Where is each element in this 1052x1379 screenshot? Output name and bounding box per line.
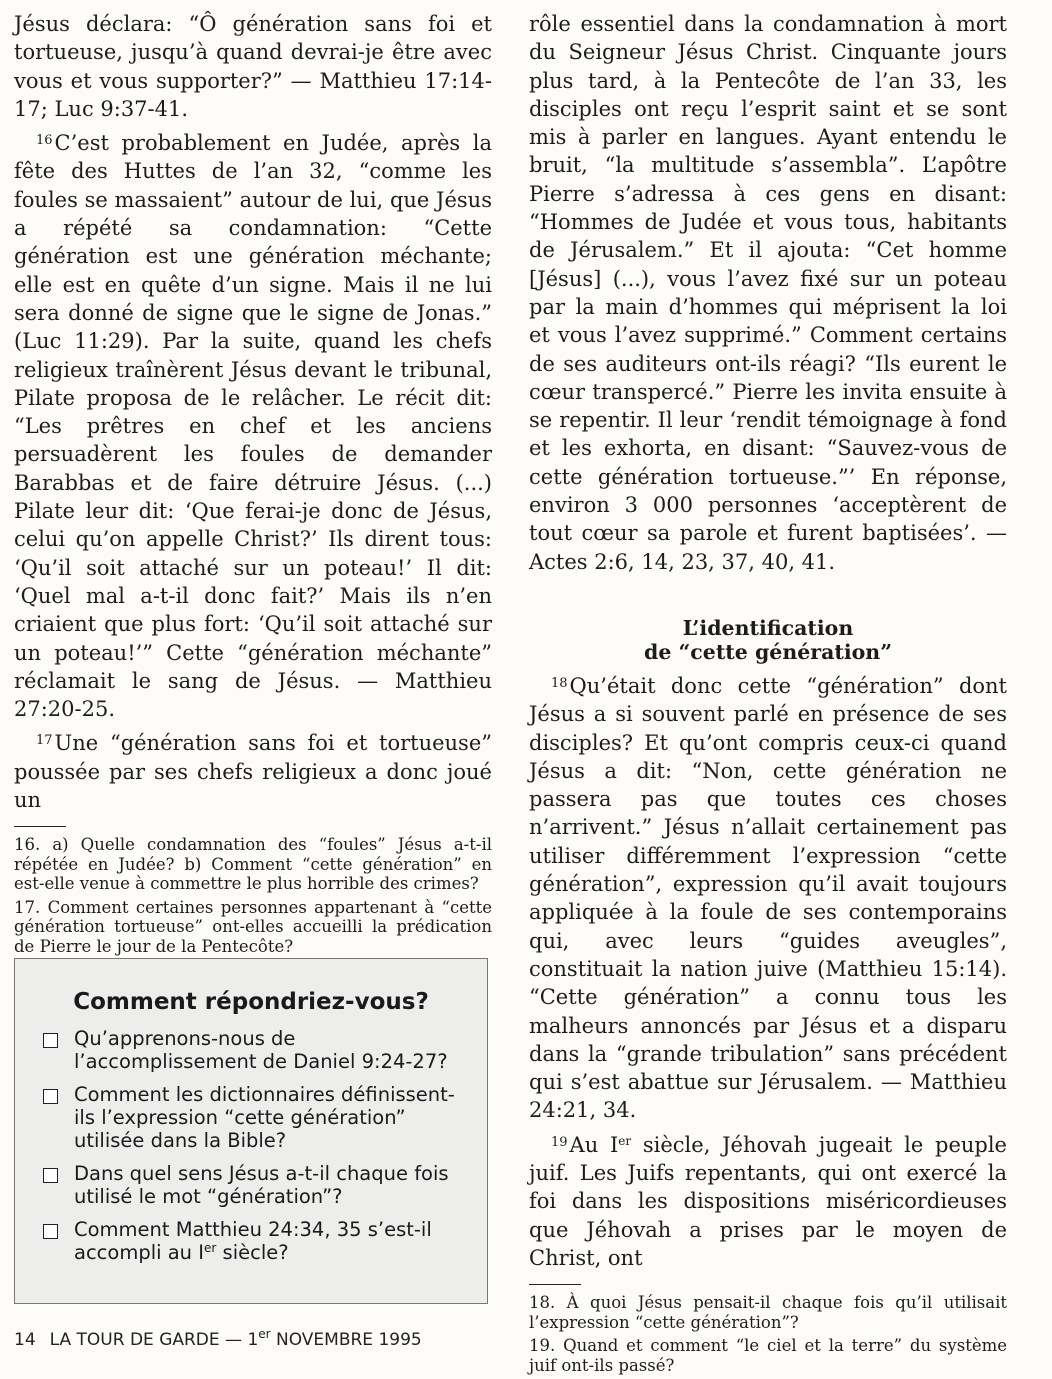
review-item-text-part: I [198, 1241, 205, 1264]
page-footer [14, 1327, 422, 1350]
review-item [15, 1027, 487, 1073]
paragraph-text: C’est probablement en Judée, après la fête des Huttes de l’an 32, “comme les foules se massaient” autour de lui, que Jésus a répété sa condamnation: “Cette génération est une génération méchante; elle est en quête d’un signe. Mais il ne lui sera donné de signe que le signe de Jonas.” (Luc 11:29). Par la suite, quand les chefs religieux traînèrent Jésus devant le tribunal, Pilate proposa de le relâcher. Le récit dit: “Les prêtres en chef et les anciens persuadèrent les foules de demander Barabbas et de faire détruire Jésus. (...) Pilate leur dit: ‘Que ferai-je donc de Jésus, celui qu’on appelle Christ?’ Ils dirent tous: ‘Qu’il soit attaché sur un poteau!’ Il dit: ‘Quel mal a-t-il donc fait?’ Mais ils n’en criaient que plus fort: ‘Qu’il soit attaché sur un poteau!’” Cette “génération méchante” réclamait le sang de Jésus. — Matthieu 27:20-25. [14, 131, 492, 722]
review-box-title: Comment répondriez-vous? [73, 989, 429, 1015]
review-box [14, 958, 488, 1304]
review-item-text: Qu’apprenons-nous de l’accomplissement de Daniel 9:24-27? [74, 1027, 448, 1073]
publication-date: NOVEMBRE 1995 [270, 1330, 422, 1350]
question-17: 17. Comment certaines personnes appartenant à “cette génération tortueuse” ont-elles accueilli la prédication de Pierre le jour de la Pentecôte? [14, 897, 492, 956]
section-subheading [529, 616, 1007, 664]
paragraph-18 [529, 672, 1007, 1125]
paragraph-text-part: Au I [569, 1132, 619, 1157]
subheading-line: L’identification [682, 615, 854, 640]
divider [529, 1284, 581, 1285]
paragraph-16 [14, 129, 492, 723]
paragraph-number: 16 [36, 133, 53, 149]
paragraph-17-continued: rôle essentiel dans la condamnation à mort du Seigneur Jésus Christ. Cinquante jours plus tard, à la Pentecôte de l’an 33, les disciples ont reçu l’esprit saint et se sont mis à parler en langues. Ayant entendu le bruit, “la multitude s’assembla”. L’apôtre Pierre s’adressa à ces gens en disant: “Hommes de Judée et vous tous, habitants de Jérusalem.” Et il ajouta: “Cet homme [Jésus] (...), vous l’avez fixé sur un poteau par la main d’hommes qui méprisent la loi et vous l’avez supprimé.” Comment certains de ses auditeurs ont-ils réagi? “Ils eurent le cœur transpercé.” Pierre les invita ensuite à se repentir. Il leur ‘rendit témoignage à fond et les exhorta, en disant: “Sauvez-vous de cette génération tortueuse.”’ En réponse, environ 3 000 personnes ‘acceptèrent de tout cœur sa parole et furent baptisées’. — Actes 2:6, 14, 23, 37, 40, 41. [529, 12, 1007, 574]
checkbox-icon [43, 1168, 58, 1183]
review-item-text: Dans quel sens Jésus a-t-il chaque fois utilisé le mot “génération”? [74, 1162, 449, 1208]
page-number: 14 [14, 1330, 36, 1350]
review-item [15, 1218, 487, 1264]
publication-name: LA TOUR DE GARDE — 1 [49, 1330, 259, 1350]
paragraph-number: 19 [551, 1134, 568, 1150]
right-column [529, 10, 1007, 1379]
question-19: 19. Quand et comment “le ciel et la terre” du système juif ont-ils passé? [529, 1336, 1007, 1375]
paragraph-text: siècle, Jéhovah jugeait le peuple juif. Les Juifs repentants, qui ont exercé la foi dans les dispositions miséricordieuses que Jéhovah a prises par le moyen de Christ, ont [529, 1132, 1007, 1270]
review-item-text-part: Comment Matthieu 24:34, 35 s’est-il accompli au [74, 1218, 432, 1264]
checkbox-icon [43, 1033, 58, 1048]
question-16: 16. a) Quelle condamnation des “foules” Jésus a-t-il répétée en Judée? b) Comment “cette génération” en est-elle venue à commettre le plus horrible des crimes? [14, 835, 492, 894]
paragraph-number: 18 [551, 675, 568, 691]
question-18: 18. À quoi Jésus pensait-il chaque fois qu’il utilisait l’expression “cette génération”? [529, 1293, 1007, 1332]
ordinal-superscript: er [204, 1241, 217, 1255]
review-item-text [74, 1218, 467, 1264]
ordinal-superscript: er [258, 1327, 271, 1341]
left-column [14, 10, 492, 960]
paragraph-text: Une “génération sans foi et tortueuse” poussée par ses chefs religieux a donc joué un [14, 731, 492, 813]
subheading-line: de “cette génération” [644, 639, 892, 664]
study-questions [14, 835, 492, 956]
study-questions [529, 1293, 1007, 1375]
paragraph-intro: Jésus déclara: “Ô génération sans foi et tortueuse, jusqu’à quand devrai-je être avec vous et vous supporter?” — Matthieu 17:14-17; Luc 9:37-41. [14, 12, 492, 121]
paragraph-19 [529, 1131, 1007, 1272]
divider [14, 826, 66, 827]
review-item [15, 1162, 487, 1208]
review-item-text: Comment les dictionnaires définissent-ils l’expression “cette génération” utilisée dans la Bible? [74, 1083, 455, 1152]
review-item-text-part: siècle? [216, 1241, 289, 1264]
paragraph-17 [14, 729, 492, 814]
ordinal-superscript: er [618, 1133, 632, 1148]
checkbox-icon [43, 1089, 58, 1104]
paragraph-text: Qu’était donc cette “génération” dont Jésus a si souvent parlé en présence de ses disciples? Et qu’ont compris ceux-ci quand Jésus a dit: “Non, cette génération ne passera pas que toutes ces choses n’arrivent.” Jésus n’allait certainement pas utiliser différemment l’expression “cette génération”, expression qu’il avait toujours appliquée à la foule de ses contemporains qui, avec leurs “guides aveugles”, constituait la nation juive (Matthieu 15:14). “Cette génération” a connu tous les malheurs annoncés par Jésus et a disparu dans la “grande tribulation” sans précédent qui s’est abattue sur Jérusalem. — Matthieu 24:21, 34. [529, 673, 1007, 1123]
checkbox-icon [43, 1224, 58, 1239]
review-item [15, 1083, 487, 1152]
paragraph-number: 17 [36, 733, 53, 749]
